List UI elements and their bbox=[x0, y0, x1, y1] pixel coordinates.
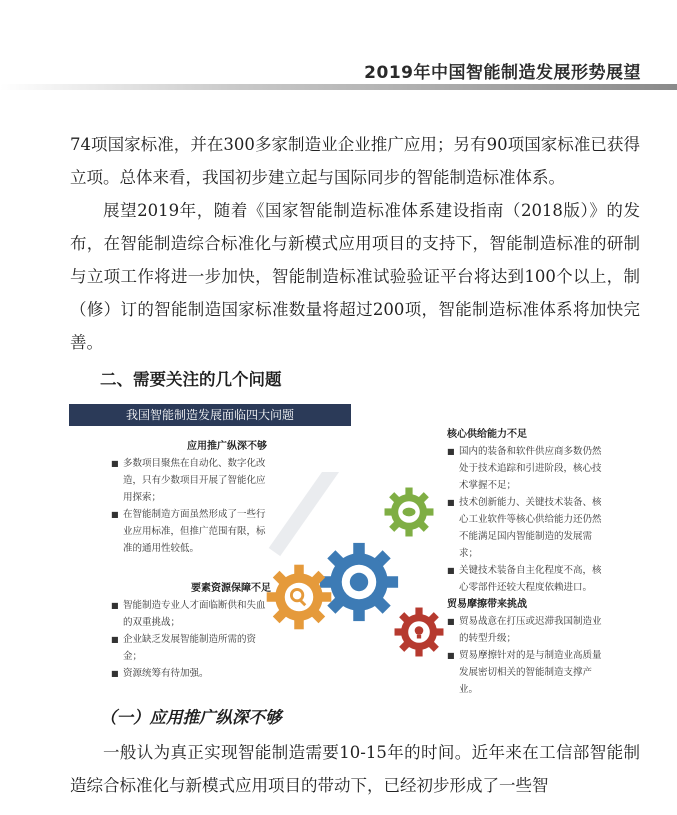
chat-bubble-gear-icon bbox=[385, 488, 434, 537]
issue-box-resources bbox=[111, 580, 271, 682]
body-text-top bbox=[70, 128, 640, 359]
issue-item: ■ 国内的装备和软件供应商多数仍然处于技术追踪和引进阶段，核心技术掌握不足； bbox=[447, 443, 607, 494]
issue-box-trade bbox=[447, 596, 607, 698]
paragraph-1: 74项国家标准，并在300多家制造业企业推广应用；另有90项国家标准已获得立项。总体来看，我国初步建立起与国际同步的智能制造标准体系。 bbox=[70, 135, 640, 187]
body-text-bottom bbox=[70, 736, 640, 802]
issue-title: 应用推广纵深不够 bbox=[187, 441, 267, 452]
magnifier-gear-icon bbox=[267, 565, 332, 630]
issue-box-supply bbox=[447, 426, 607, 596]
running-header-title: 2019年中国智能制造发展形势展望 bbox=[364, 63, 641, 83]
issue-title: 贸易摩擦带来挑战 bbox=[447, 599, 527, 610]
issue-item: ■ 在智能制造方面虽然形成了一些行业应用标准，但推广范围有限，标准的通用性较低。 bbox=[111, 506, 267, 557]
paragraph-2: 展望2019年，随着《国家智能制造标准体系建设指南（2018版）》的发布，在智能制造综合标准化与新模式应用项目的支持下，智能制造标准的研制与立项工作将进一步加快，智能制造标准试验验证平台将达到100个以上，制（修）订的智能制造国家标准数量将超过200项，智能制造标准体系将加快完善。 bbox=[70, 201, 640, 352]
settings-gear-icon bbox=[320, 543, 398, 621]
page-header bbox=[0, 0, 677, 92]
issue-title: 要素资源保障不足 bbox=[191, 583, 271, 594]
issue-title: 核心供给能力不足 bbox=[447, 429, 527, 440]
section-heading: 二、需要关注的几个问题 bbox=[100, 370, 282, 389]
lightbulb-gear-icon bbox=[395, 608, 444, 657]
wrench-icon bbox=[269, 472, 344, 556]
issue-item: ■ 智能制造专业人才面临断供和失血的双重挑战； bbox=[111, 597, 271, 631]
issue-item: ■ 贸易战意在打压或迟滞我国制造业的转型升级； bbox=[447, 613, 607, 647]
issue-item: ■ 贸易摩擦针对的是与制造业高质量发展密切相关的智能制造支撑产业。 bbox=[447, 647, 607, 698]
issue-item: ■ 资源统筹有待加强。 bbox=[111, 665, 271, 682]
issue-box-application bbox=[111, 438, 267, 557]
paragraph-3: 一般认为真正实现智能制造需要10-15年的时间。近年来在工信部智能制造综合标准化与新模式应用项目的带动下，已经初步形成了一些智 bbox=[70, 743, 640, 795]
issue-item: ■ 企业缺乏发展智能制造所需的资金； bbox=[111, 631, 271, 665]
gears-illustration bbox=[259, 472, 459, 672]
figure-title: 我国智能制造发展面临四大问题 bbox=[69, 404, 351, 426]
header-rule bbox=[0, 84, 677, 90]
subsection-heading: （一）应用推广纵深不够 bbox=[100, 708, 282, 727]
issue-item: ■ 多数项目聚焦在自动化、数字化改造，只有少数项目开展了智能化应用探索； bbox=[111, 455, 267, 506]
issues-figure bbox=[69, 404, 627, 695]
issue-item: ■ 关键技术装备自主化程度不高，核心零部件还较大程度依赖进口。 bbox=[447, 562, 607, 596]
issue-item: ■ 技术创新能力、关键技术装备、核心工业软件等核心供给能力还仍然不能满足国内智能制造的发展需求； bbox=[447, 494, 607, 562]
